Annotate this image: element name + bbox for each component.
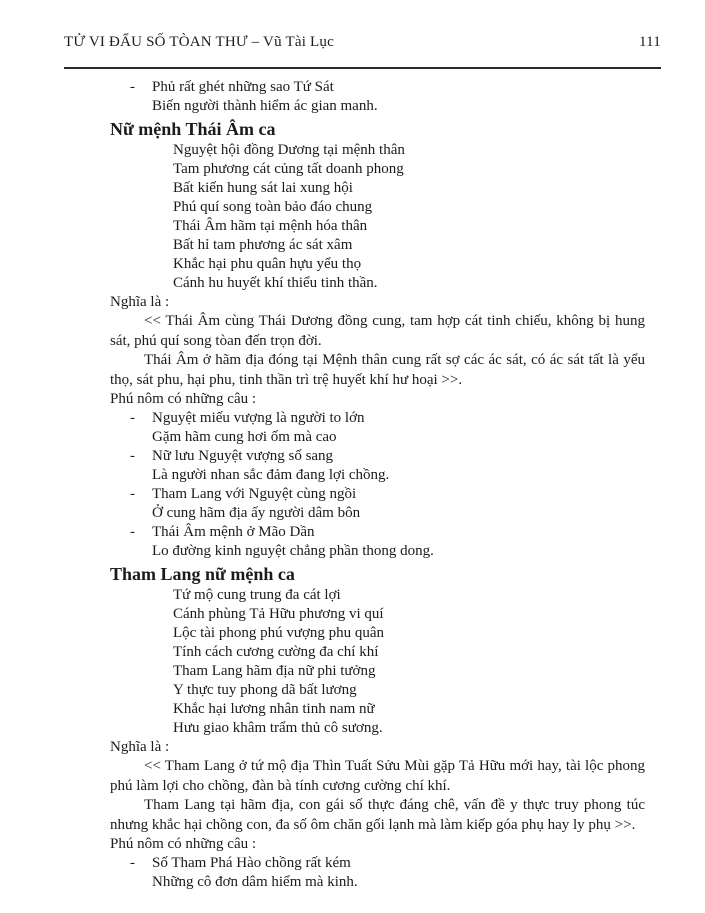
meaning-label: Nghĩa là : (110, 294, 170, 310)
bullet-item (130, 485, 645, 504)
verse-line: Khắc hại lương nhân tinh nam nữ (173, 701, 375, 717)
meaning-paragraph: Thái Âm ở hãm địa đóng tại Mệnh thân cung rất sợ các ác sát, có ác sát tất là yểu thọ, sát phu, hại phu, tinh thần trì trệ huyết khí hư hoại >>. (110, 352, 645, 388)
bullet-continuation: Gặm hãm cung hơi ốm mà cao (152, 429, 337, 445)
book-title: TỬ VI ĐẨU SỐ TÒAN THƯ – Vũ Tài Lục (64, 34, 334, 50)
bullet-dash: - (130, 855, 135, 871)
verse-line: Hưu giao khâm trẩm thủ cô sương. (173, 720, 383, 736)
bullet-item (130, 409, 645, 428)
bullet-line: Nữ lưu Nguyệt vượng số sang (152, 448, 334, 464)
section-heading-thai-am: Nữ mệnh Thái Âm ca (110, 119, 276, 139)
page-number: 111 (639, 34, 661, 50)
bullet-continuation: Lo đường kinh nguyệt chẳng phần thong dong. (152, 543, 434, 559)
bullet-continuation: Những cô đơn dâm hiểm mà kinh. (152, 874, 358, 890)
verse-line: Phú quí song toàn bảo đáo chung (173, 199, 373, 215)
verse-block (173, 586, 645, 738)
bullet-dash: - (130, 410, 135, 426)
verse-line: Tính cách cương cường đa chí khí (173, 644, 379, 660)
verse-line: Tham Lang hãm địa nữ phi tưởng (173, 663, 376, 679)
bullet-line: Nguyệt miếu vượng là người to lớn (152, 410, 365, 426)
bullet-continuation: Biến người thành hiểm ác gian manh. (152, 98, 378, 114)
bullet-line: Số Tham Phá Hào chồng rất kém (152, 855, 351, 871)
meaning-paragraph: << Tham Lang ở tứ mộ địa Thìn Tuất Sửu Mùi gặp Tả Hữu mới hay, tài lộc phong phú làm lợi cho chồng, đàn bà tính cương cường chí khí. (110, 758, 645, 794)
bullet-item (130, 447, 645, 466)
bullet-dash: - (130, 448, 135, 464)
verse-line: Tứ mộ cung trung đa cát lợi (173, 587, 341, 603)
page-header (64, 34, 661, 51)
verse-line: Thái Âm hãm tại mệnh hóa thân (173, 218, 368, 234)
verse-line: Lộc tài phong phú vượng phu quân (173, 625, 385, 641)
page-content (110, 78, 645, 892)
bullet-dash: - (130, 486, 135, 502)
phu-nom-label: Phú nôm có những câu : (110, 836, 257, 852)
verse-line: Tam phương cát củng tất doanh phong (173, 161, 404, 177)
bullet-item (130, 854, 645, 873)
verse-line: Bất hỉ tam phương ác sát xâm (173, 237, 353, 253)
meaning-paragraph: << Thái Âm cùng Thái Dương đồng cung, tam hợp cát tinh chiếu, không bị hung sát, phú quí song tòan đến trọn đời. (110, 313, 645, 349)
verse-line: Bất kiến hung sát lai xung hội (173, 180, 353, 196)
bullet-line: Tham Lang với Nguyệt cùng ngồi (152, 486, 357, 502)
verse-line: Y thực tuy phong dã bất lương (173, 682, 357, 698)
bullet-item (130, 523, 645, 542)
verse-line: Cánh hu huyết khí thiểu tinh thần. (173, 275, 378, 291)
meaning-label: Nghĩa là : (110, 739, 170, 755)
bullet-item (130, 78, 645, 97)
bullet-dash: - (130, 524, 135, 540)
verse-line: Cánh phùng Tả Hữu phương vi quí (173, 606, 384, 622)
meaning-paragraph: Tham Lang tại hãm địa, con gái số thực đáng chê, vấn đề y thực truy phong túc nhưng khắc hại chồng con, đa số ôm chăn gối lạnh mà làm kiếp góa phụ hay ly phụ >>. (110, 797, 645, 833)
bullet-continuation: Ở cung hãm địa ấy người dâm bôn (152, 505, 361, 521)
bullet-dash: - (130, 79, 135, 95)
verse-block (173, 141, 645, 293)
verse-line: Khắc hại phu quân hựu yểu thọ (173, 256, 362, 272)
header-rule (64, 67, 661, 69)
phu-nom-label: Phú nôm có những câu : (110, 391, 257, 407)
bullet-continuation: Là người nhan sắc đảm đang lợi chồng. (152, 467, 390, 483)
bullet-line: Thái Âm mệnh ở Mão Dần (152, 524, 315, 540)
bullet-line: Phủ rất ghét những sao Tứ Sát (152, 79, 334, 95)
verse-line: Nguyệt hội đồng Dương tại mệnh thân (173, 142, 405, 158)
section-heading-tham-lang: Tham Lang nữ mệnh ca (110, 564, 295, 584)
